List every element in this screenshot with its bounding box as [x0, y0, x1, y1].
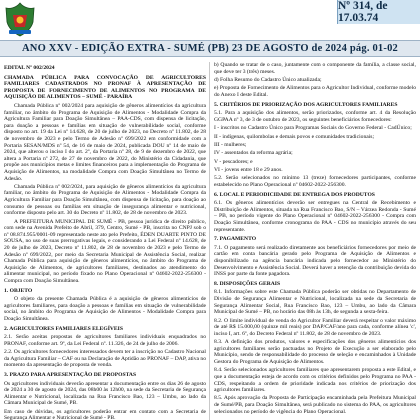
left-column [4, 62, 206, 420]
list-item: I - inscritos no Cadastro Único para Programas Sociais do Governo Federal - CadÚnico; [214, 125, 412, 132]
paragraph: 5.1. Para a aquisição dos alimentos, serão priorizados, conforme art. 4 da Resolução GGPAA nº 3, de 3 de outubro de 2023, os seguintes beneficiários fornecedores: [214, 110, 416, 123]
section-heading: 7. PAGAMENTO [214, 236, 257, 243]
list-item: III - mulheres; [214, 141, 247, 148]
section-heading: 2. AGRICULTORES FAMILIARES ELEGÍVEIS [4, 325, 123, 332]
chamada-heading: CHAMADA PÚBLICA PARA CONVOCAÇÃO DE AGRICULTORES FAMILIARES CADASTRADOS NO PRONAF À APRESENTAÇÃO DE PROPOSTA DE FORNECIMENTO DE ALIMENTOS NO PROGRAMA DE AQUISIÇÃO DE ALIMENTOS – SUMÉ - PARAÍBA [4, 74, 206, 101]
edition-banner-text: ANO XXV - EDIÇÃO EXTRA - SUMÉ (PB) 23 DE AGOSTO de 2024 pág. 01-02 [22, 43, 398, 54]
paragraph: 8.2. O limite individual de venda do Agricultor Familiar deverá respeitar o valor máximo de até R$ 15.000,00 (quinze mil reais) por DAP/CAF/ano para cada, conforme alínea 'c', inciso I, art. 6º, do Decreto Federal nº 11.802, de 28 de novembro de 2023. [214, 317, 416, 337]
paragraph: d) Folha Resumo do Cadastro Único atualizada; [214, 76, 322, 83]
header [0, 0, 420, 40]
paragraph: 8.3. A definição dos produtos, valores e especificações dos gêneros alimentícios dos agricultores familiares serão pactuadas no Projeto de Execução a ser elaborado pelo Município, sendo de responsabilidade do processo de seleção e encaminhados à Unidade Gestora do Programa de Aquisição de Alimentos. [214, 339, 416, 365]
section-heading: 8. DISPOSIÇÕES GERAIS [214, 280, 281, 287]
paragraph: 6.1. Os gêneros alimentícios deverão ser entregues na Central de Recebimento e Distribuição de Alimentos, situada na Rua Francisco Bao, S/N – Várzea Redonda - Sumé – PB, no período vigente do Plano Operacional nº 04602-2022-256300 - Compra com Doação Simultânea, conforme cronograma do PAA - CDS no município através do seu representante. [214, 200, 416, 233]
list-item: V - pescadores; e [214, 158, 253, 165]
paragraph: Chamada Pública nº 002/2024, para aquisição de gêneros alimentícios da agricultura familiar, no âmbito do Programa de Aquisição de Alimentos - Modalidade Compra da Agricultura Familiar para Doação Simultânea, com dispensa de licitação, para doação ao consumo de pessoas ou famílias em situação de insegurança alimentar e nutricional, conforme disposto pelo art. 30 do Decreto nº 11.802, de 28 de novembro de 2023. [4, 183, 206, 217]
paragraph: O objeto da presente Chamada Pública é a aquisição de gêneros alimentícios de agricultores familiares, para doação a pessoas e famílias em situação de vulnerabilidade social, no âmbito do Programa de Aquisição de Alimentos - Modalidade Compra para Doação Simultânea. [4, 296, 206, 322]
paragraph: A PREFEITURA MUNICIPAL DE SUMÉ - PB, pessoa jurídica de direito público, com sede na Avenida Prefeito de Abril, 379, Centro, Sumé - PB, inscrita no CNPJ sob o nº 08.874.955/0001-09 representado neste ato pelo Prefeito, ÉDEN DUARTE PINTO DE SOUSA, no uso de suas prerrogativas legais, e considerando a Lei Federal nº 14.628, de 20 de julho de 2023, Decreto nº 11.802, de 28 de novembro de 2023 e pelo Termo de Adesão nº 699/2022, por meio da Secretaria Municipal de Assistência Social, realizar Chamada Pública para aquisição de gêneros alimentícios, no âmbito do Programa de Aquisição de Alimentos, de agricultores familiares, destinados ao atendimento do alimentar municipal, no período fixado no Plano Operacional nº 04602-2022-256300 - Compra com Doação Simultânea. [4, 218, 206, 284]
paragraph: 8.4. Serão selecionados agricultores familiares que apresentarem proposta a este Edital, e que a documentação esteja de acordo com os critérios definidos pelo Programa no PAA - CDS, respeitando a ordem de prioridade indicada nos critérios de priorização dos agricultores familiares. [214, 367, 416, 394]
notice-title: EDITAL Nº 002/2024 [4, 65, 55, 71]
paragraph: 5.2. Serão selecionados no mínimo 13 (treze) fornecedores participantes, conforme estabelecido no Plano Operacional nº 04602-2022-256300. [214, 175, 416, 189]
edition-number-box [337, 0, 420, 24]
section-heading: 6. LOCAL E PERIODICIDADE DE ENTREGA DOS PRODUTOS [214, 191, 375, 198]
edition-banner [0, 40, 420, 57]
section-heading: 3. PRAZO PARA APRESENTAÇÃO DE PROPOSTAS [4, 371, 137, 378]
section-heading: 1. OBJETO [4, 287, 33, 294]
section-heading: 5. CRITÉRIOS DE PRIORIZAÇÃO DOS AGRICULTORES FAMILIARES [214, 101, 398, 108]
paragraph: Em caso de dúvidas, os agricultores poderão entrar em contato com a Secretaria de Segurança Alimentar e Nutricional de Sumé - PB. [4, 408, 206, 420]
paragraph: Os agricultores individuais deverão apresentar a documentação entre os dias 26 de agosto de 2024 a 30 de agosto de 2024, das 08h00 às 12h00, na sede da Secretaria de Segurança Alimentar e Nutricional, localizada na Rua Francisco Bao, 123 – Umbu, ao lado da Câmara Municipal de Sumé, PB. [4, 380, 206, 407]
list-item: VI - jovens entre 18 e 29 anos. [214, 167, 283, 174]
paragraph: 2.2. Os agricultores fornecedores interessados devem ter a inscrição no Cadastro Nacional da Agricultura Familiar – CAF ou na Declaração de Aptidão ao PRONAF – DAP, ativa no momento da apresentação de proposta de venda. [4, 349, 206, 369]
column-divider [209, 62, 210, 420]
right-column [214, 62, 416, 420]
list-item: II - indígenas, quilombolas e demais povos e comunidades tradicionais; [214, 133, 375, 140]
paragraph: 8.5. Após aprovação da Proposta de Participação encaminhada pela Prefeitura Municipal de Sumé/PB, para Doação Simultânea, será publicado no sistema do PAA, os agricultores selecionados no período de vigência do Plano Operacional. [214, 395, 416, 415]
paragraph: 8.1. Informações sobre este Chamada Pública poderão ser obtidas no Departamento de Divisão de Segurança Alimentar e Nutricional, localizada na sede da Secretaria de Segurança Alimentar Social, Rua Francisco Bao, 123 – Umbu, ao lado da Câmara Municipal de Sumé – PB, no horário das 08h às 13h, de segunda a sexta-feira. [214, 289, 416, 316]
edition-number: Nº 314, de 17.03.74 [338, 0, 388, 24]
paragraph: b) Quando se tratar de o caso, juntamente com o componente da família, a classe social, que deve ter 3 (três) meses. [214, 62, 416, 75]
paragraph: 7.1. O pagamento será realizado diretamente aos beneficiários fornecedores por meio de cartão em conta bancária gerado pelo Programa de Aquisição de Alimentos e disponibilizado na agência bancária indicada pelo fornecedor ao Ministério do Desenvolvimento e Assistência Social. Deverá haver a retenção da contribuição devida do INSS por parte da fonte pagadora. [214, 244, 416, 278]
paragraph: 2.1. Serão aceitas propostas de agricultores familiares individuais enquadrados no PRONAF, conforme art. 9º, da Lei Federal nº. 11.326, de 24 de julho de 2006. [4, 334, 206, 347]
paragraph: e) Proposta de Fornecimento de Alimentos para o Agricultor Individual, conforme modelo do Anexo I deste Edital. [214, 85, 416, 98]
list-item: IV - assentados da reforma agrária; [214, 150, 293, 157]
municipal-coat-of-arms-logo [0, 0, 40, 38]
paragraph: Chamada Pública nº 002/2024 para aquisição de gêneros alimentícios da agricultura familiar, no âmbito do Programa de Aquisição de Alimentos - Modalidade Compra da Agricultura Familiar para Doação Simultânea – PAA-CDS, com dispensa de licitação, para doação a pessoas e famílias em situação de vulnerabilidade social, conforme disposto no art. 19 da Lei nº 14.628, de 20 de julho de 2023, no Decreto nº 11.802, de 28 de novembro de 2023 e pelo Termo de Adesão nº 699/2022 em conformidade com a Portaria SESAN/MDS nº 54, de 16 de maio de 2024, publicada DOU nº 14 de maio de 2024, que alterou o inciso I do art. 2º, da Portaria nº 28, de 9 de dezembro de 2022, que altera a Portaria nº 272, de 27 de novembro de 2022, do Ministério da Cidadania, que propõe aos municípios metas e limites financeiros para a implementação do Programa de Aquisição de Alimentos, na modalidade Compra com Doação Simultânea no Termo de Adesão. [4, 102, 206, 182]
